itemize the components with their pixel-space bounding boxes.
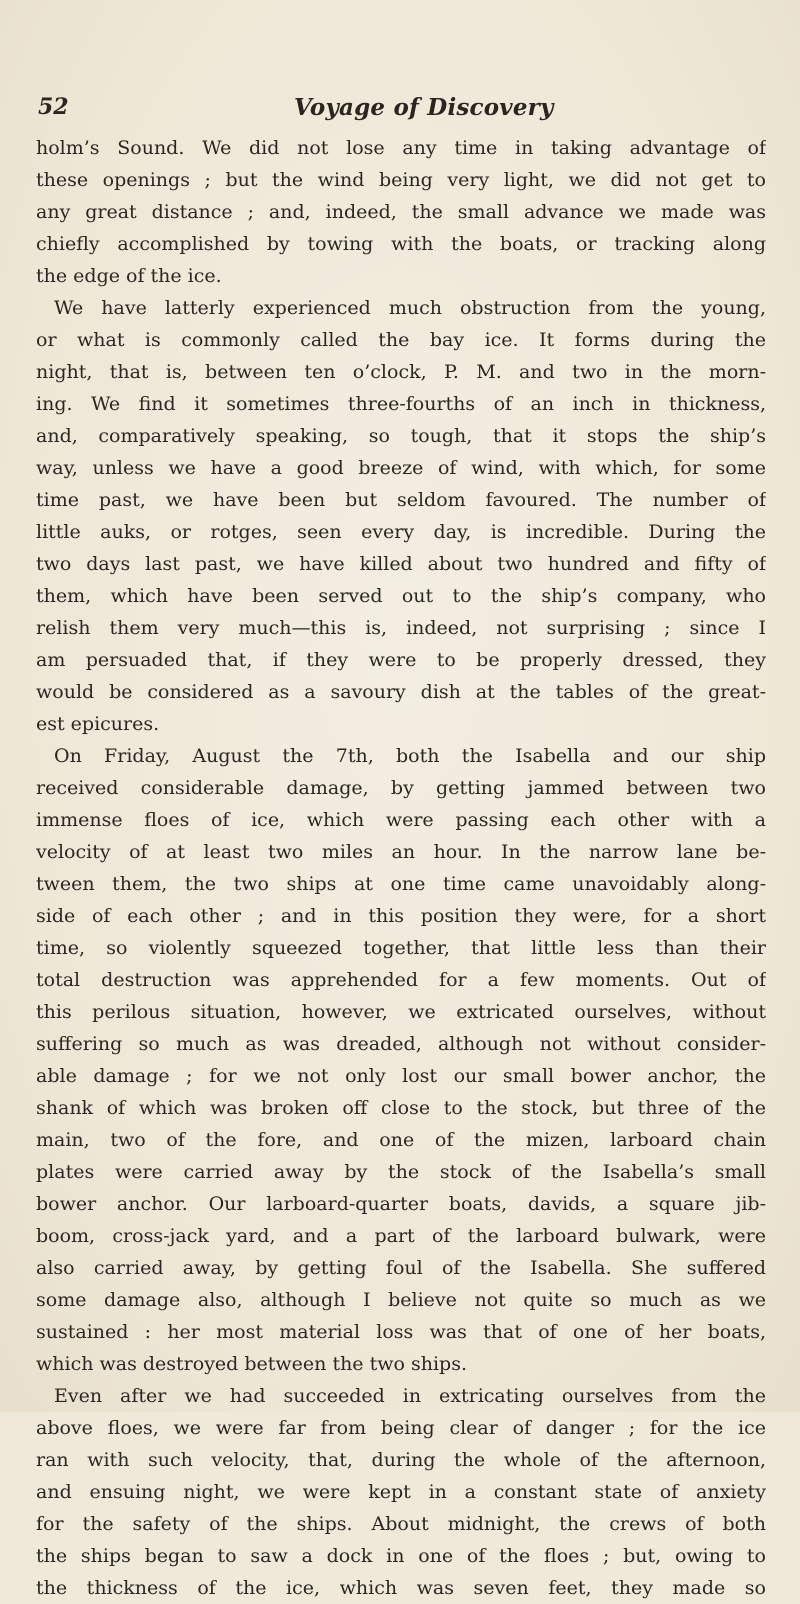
text-line: or what is commonly called the bay ice. It forms during the [36, 329, 766, 351]
text-line: time past, we have been but seldom favoured. The number of [36, 489, 766, 511]
text-line: some damage also, although I believe not quite so much as we [36, 1289, 766, 1311]
text-line: this perilous situation, however, we extricated ourselves, without [36, 1001, 766, 1023]
text-line: also carried away, by getting foul of the Isabella. She suffered [36, 1257, 766, 1279]
text-line: am persuaded that, if they were to be properly dressed, they [36, 649, 766, 671]
text-line: night, that is, between ten o’clock, P. M. and two in the morn- [36, 361, 766, 383]
text-line: would be considered as a savoury dish at the tables of the great- [36, 681, 766, 703]
text-line: any great distance ; and, indeed, the small advance we made was [36, 201, 766, 223]
text-line: sustained : her most material loss was that of one of her boats, [36, 1321, 766, 1343]
text-line: total destruction was apprehended for a few moments. Out of [36, 969, 766, 991]
page-header [38, 94, 778, 128]
text-line: the ships began to saw a dock in one of the floes ; but, owing to [36, 1545, 766, 1567]
text-line: the thickness of the ice, which was seven feet, they made so [36, 1577, 766, 1599]
text-line: and, comparatively speaking, so tough, that it stops the ship’s [36, 425, 766, 447]
paragraph-start-line: On Friday, August the 7th, both the Isabella and our ship [54, 745, 766, 767]
text-line: the edge of the ice. [36, 265, 222, 287]
text-line: est epicures. [36, 713, 160, 735]
text-line: way, unless we have a good breeze of wind, with which, for some [36, 457, 766, 479]
text-line: plates were carried away by the stock of the Isabella’s small [36, 1161, 766, 1183]
text-line: main, two of the fore, and one of the mizen, larboard chain [36, 1129, 766, 1151]
text-line: these openings ; but the wind being very light, we did not get to [36, 169, 766, 191]
text-line: immense floes of ice, which were passing each other with a [36, 809, 766, 831]
text-line: time, so violently squeezed together, that little less than their [36, 937, 766, 959]
text-line: boom, cross-jack yard, and a part of the larboard bulwark, were [36, 1225, 766, 1247]
text-line: shank of which was broken off close to the stock, but three of the [36, 1097, 766, 1119]
paragraph-start-line: We have latterly experienced much obstruction from the young, [54, 297, 766, 319]
text-line: for the safety of the ships. About midnight, the crews of both [36, 1513, 766, 1535]
text-line: velocity of at least two miles an hour. In the narrow lane be- [36, 841, 766, 863]
text-line: chiefly accomplished by towing with the boats, or tracking along [36, 233, 766, 255]
text-line: relish them very much—this is, indeed, not surprising ; since I [36, 617, 766, 639]
text-line: side of each other ; and in this position they were, for a short [36, 905, 766, 927]
page-number: 52 [38, 94, 69, 120]
running-head: Voyage of Discovery [294, 94, 554, 121]
text-line: which was destroyed between the two ships. [36, 1353, 467, 1375]
text-line: suffering so much as was dreaded, although not without consider- [36, 1033, 766, 1055]
text-line: little auks, or rotges, seen every day, is incredible. During the [36, 521, 766, 543]
text-line: ran with such velocity, that, during the whole of the afternoon, [36, 1449, 766, 1471]
text-line: them, which have been served out to the ship’s company, who [36, 585, 766, 607]
body-text [36, 132, 766, 1604]
text-line: able damage ; for we not only lost our small bower anchor, the [36, 1065, 766, 1087]
text-line: two days last past, we have killed about two hundred and fifty of [36, 553, 766, 575]
text-line: bower anchor. Our larboard-quarter boats, davids, a square jib- [36, 1193, 766, 1215]
text-line: received considerable damage, by getting jammed between two [36, 777, 766, 799]
text-line: above floes, we were far from being clear of danger ; for the ice [36, 1417, 766, 1439]
text-line: and ensuing night, we were kept in a constant state of anxiety [36, 1481, 766, 1503]
text-line: ing. We find it sometimes three-fourths of an inch in thickness, [36, 393, 766, 415]
text-line: tween them, the two ships at one time came unavoidably along- [36, 873, 766, 895]
paragraph-start-line: Even after we had succeeded in extricating ourselves from the [54, 1385, 766, 1407]
text-line: holm’s Sound. We did not lose any time in taking advantage of [36, 137, 766, 159]
